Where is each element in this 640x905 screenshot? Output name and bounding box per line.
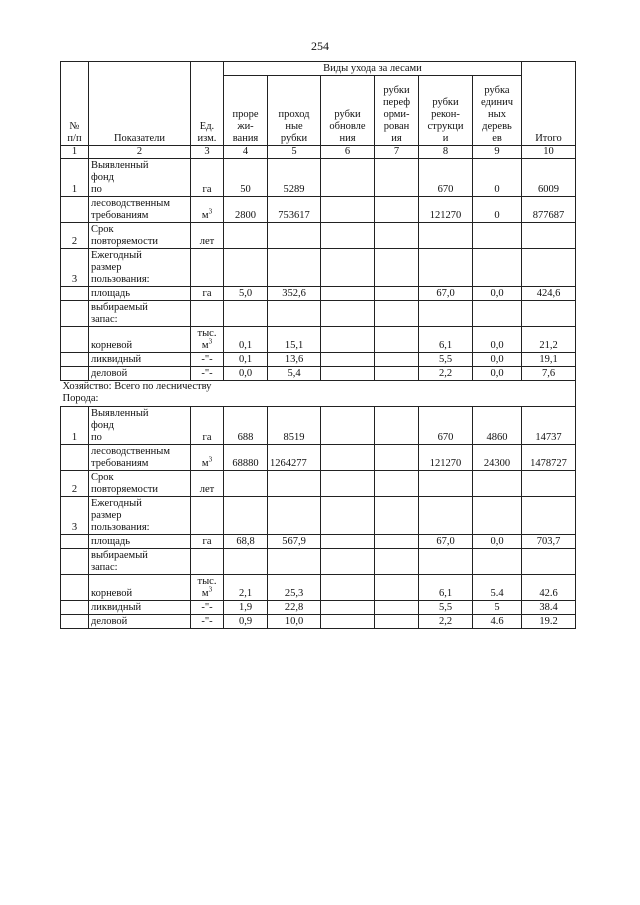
value-cell: 5.4: [473, 575, 522, 601]
table-row: [61, 535, 576, 549]
indicator-name: Срок повторяемости: [89, 223, 191, 249]
value-cell: [321, 471, 375, 497]
unit-text: -"-: [201, 354, 213, 365]
unit-cell: [191, 471, 224, 497]
total-cell: 877687: [522, 197, 576, 223]
value-cell: 8519: [268, 407, 321, 445]
indicator-name: площадь: [89, 287, 191, 301]
value-cell: [419, 223, 473, 249]
unit-cell: [191, 575, 224, 601]
header-unit: Ед. изм.: [191, 62, 224, 146]
value-cell: [268, 497, 321, 535]
value-cell: 0: [473, 197, 522, 223]
row-number: [61, 615, 89, 629]
indicator-name: Выявленный фонд по: [89, 159, 191, 197]
row-number: [61, 601, 89, 615]
table-row: [61, 601, 576, 615]
value-cell: [224, 249, 268, 287]
value-cell: [473, 223, 522, 249]
unit-cell: [191, 249, 224, 287]
value-cell: [375, 301, 419, 327]
value-cell: 2,2: [419, 367, 473, 381]
row-number: [61, 575, 89, 601]
unit-superscript: 3: [208, 337, 213, 346]
total-cell: 703,7: [522, 535, 576, 549]
value-cell: 25,3: [268, 575, 321, 601]
total-cell: [522, 497, 576, 535]
value-cell: [375, 327, 419, 353]
value-cell: 670: [419, 407, 473, 445]
value-cell: 0,0: [473, 535, 522, 549]
table-row: [61, 301, 576, 327]
indicator-name: деловой: [89, 615, 191, 629]
value-cell: [473, 497, 522, 535]
unit-cell: [191, 549, 224, 575]
indicator-name: деловой: [89, 367, 191, 381]
value-cell: [268, 549, 321, 575]
total-cell: 1478727: [522, 445, 576, 471]
value-cell: 68880: [224, 445, 268, 471]
value-cell: [375, 159, 419, 197]
header-total: Итого: [522, 62, 576, 146]
unit-cell: [191, 287, 224, 301]
indicator-name: Ежегодный размер пользования:: [89, 249, 191, 287]
value-cell: 24300: [473, 445, 522, 471]
value-cell: [473, 249, 522, 287]
unit-text: м: [201, 458, 209, 469]
indicator-name: Выявленный фонд по: [89, 407, 191, 445]
total-cell: 7,6: [522, 367, 576, 381]
column-number: 3: [191, 146, 224, 159]
value-cell: [321, 407, 375, 445]
unit-text: м: [201, 210, 209, 221]
value-cell: [375, 575, 419, 601]
row-number: 1: [61, 159, 89, 197]
unit-text: га: [202, 536, 212, 547]
value-cell: [375, 445, 419, 471]
total-cell: 424,6: [522, 287, 576, 301]
value-cell: [321, 549, 375, 575]
value-cell: [375, 549, 419, 575]
unit-cell: [191, 445, 224, 471]
row-number: 1: [61, 407, 89, 445]
value-cell: 50: [224, 159, 268, 197]
unit-cell: [191, 535, 224, 549]
value-cell: [375, 407, 419, 445]
unit-cell: [191, 159, 224, 197]
value-cell: 1264277: [268, 445, 321, 471]
total-cell: 19,1: [522, 353, 576, 367]
table-row: [61, 287, 576, 301]
section-title: Хозяйство: Всего по лесничеству Порода:: [61, 381, 576, 407]
value-cell: [321, 615, 375, 629]
value-cell: 0,0: [224, 367, 268, 381]
value-cell: [321, 367, 375, 381]
unit-cell: [191, 301, 224, 327]
total-cell: [522, 301, 576, 327]
unit-cell: [191, 353, 224, 367]
value-cell: [321, 223, 375, 249]
value-cell: [419, 497, 473, 535]
value-cell: [375, 287, 419, 301]
value-cell: [224, 223, 268, 249]
header-type-5: рубки рекон- струкци и: [419, 76, 473, 146]
table-row: [61, 197, 576, 223]
table-row: [61, 549, 576, 575]
unit-text: га: [202, 288, 212, 299]
unit-cell: [191, 197, 224, 223]
value-cell: [321, 575, 375, 601]
indicator-name: выбираемый запас:: [89, 301, 191, 327]
unit-text: -"-: [201, 368, 213, 379]
indicator-name: Срок повторяемости: [89, 471, 191, 497]
value-cell: [375, 353, 419, 367]
row-number: [61, 535, 89, 549]
total-cell: [522, 249, 576, 287]
value-cell: 4860: [473, 407, 522, 445]
value-cell: [224, 549, 268, 575]
header-type-2: проход ные рубки: [268, 76, 321, 146]
table-row: [61, 159, 576, 197]
value-cell: [224, 497, 268, 535]
value-cell: 5,0: [224, 287, 268, 301]
value-cell: [375, 197, 419, 223]
unit-cell: [191, 367, 224, 381]
indicator-name: лесоводственным требованиям: [89, 197, 191, 223]
unit-text: -"-: [201, 602, 213, 613]
value-cell: [321, 601, 375, 615]
table-row: [61, 497, 576, 535]
value-cell: 0,0: [473, 367, 522, 381]
row-number: 2: [61, 223, 89, 249]
header-indicators: Показатели: [89, 62, 191, 146]
value-cell: [419, 549, 473, 575]
unit-cell: [191, 223, 224, 249]
row-number: 3: [61, 497, 89, 535]
value-cell: [473, 301, 522, 327]
unit-superscript: 3: [208, 585, 213, 594]
value-cell: [321, 535, 375, 549]
value-cell: 1,9: [224, 601, 268, 615]
header-type-1: проре жи- вания: [224, 76, 268, 146]
value-cell: [321, 353, 375, 367]
value-cell: 0,0: [473, 287, 522, 301]
value-cell: 4.6: [473, 615, 522, 629]
column-number: 9: [473, 146, 522, 159]
unit-cell: [191, 327, 224, 353]
value-cell: 753617: [268, 197, 321, 223]
total-cell: 38.4: [522, 601, 576, 615]
row-number: 2: [61, 471, 89, 497]
table-row: [61, 445, 576, 471]
row-number: [61, 445, 89, 471]
value-cell: 67,0: [419, 535, 473, 549]
value-cell: [321, 159, 375, 197]
table-row: [61, 615, 576, 629]
table-row: [61, 575, 576, 601]
table-row: [61, 367, 576, 381]
unit-cell: [191, 407, 224, 445]
indicator-name: корневой: [89, 575, 191, 601]
header-num: № п/п: [61, 62, 89, 146]
value-cell: 121270: [419, 445, 473, 471]
value-cell: [321, 445, 375, 471]
row-number: [61, 301, 89, 327]
table-row: [61, 407, 576, 445]
header-type-4: рубки переф орми- рован ия: [375, 76, 419, 146]
value-cell: [419, 301, 473, 327]
value-cell: 352,6: [268, 287, 321, 301]
header-type-6: рубка единич ных деревь ев: [473, 76, 522, 146]
indicator-name: Ежегодный размер пользования:: [89, 497, 191, 535]
value-cell: [375, 535, 419, 549]
value-cell: [321, 497, 375, 535]
unit-superscript: 3: [208, 455, 213, 464]
indicator-name: корневой: [89, 327, 191, 353]
unit-text: га: [202, 184, 212, 195]
value-cell: 5,4: [268, 367, 321, 381]
value-cell: 68,8: [224, 535, 268, 549]
column-number: 10: [522, 146, 576, 159]
value-cell: 688: [224, 407, 268, 445]
indicator-name: площадь: [89, 535, 191, 549]
value-cell: 5: [473, 601, 522, 615]
indicator-name: выбираемый запас:: [89, 549, 191, 575]
value-cell: 5289: [268, 159, 321, 197]
value-cell: 22,8: [268, 601, 321, 615]
value-cell: 10,0: [268, 615, 321, 629]
column-number: 4: [224, 146, 268, 159]
value-cell: [375, 249, 419, 287]
total-cell: [522, 471, 576, 497]
value-cell: [321, 197, 375, 223]
table-row: [61, 471, 576, 497]
value-cell: [224, 471, 268, 497]
unit-text: га: [202, 432, 212, 443]
value-cell: 5,5: [419, 353, 473, 367]
header-care-types-group: Виды ухода за лесами: [224, 62, 522, 76]
value-cell: 2,2: [419, 615, 473, 629]
indicator-name: лесоводственным требованиям: [89, 445, 191, 471]
unit-text: тыс. м: [197, 576, 217, 599]
unit-text: -"-: [201, 616, 213, 627]
table-row: [61, 327, 576, 353]
value-cell: 0,9: [224, 615, 268, 629]
value-cell: 13,6: [268, 353, 321, 367]
unit-text: лет: [199, 484, 215, 495]
unit-text: лет: [199, 236, 215, 247]
indicator-name: ликвидный: [89, 601, 191, 615]
total-cell: 14737: [522, 407, 576, 445]
total-cell: [522, 223, 576, 249]
value-cell: [419, 249, 473, 287]
value-cell: [268, 223, 321, 249]
value-cell: 2,1: [224, 575, 268, 601]
value-cell: [268, 249, 321, 287]
value-cell: 0,0: [473, 353, 522, 367]
column-number: 8: [419, 146, 473, 159]
row-number: [61, 287, 89, 301]
total-cell: 19.2: [522, 615, 576, 629]
row-number: [61, 327, 89, 353]
row-number: [61, 367, 89, 381]
value-cell: 6,1: [419, 327, 473, 353]
value-cell: 567,9: [268, 535, 321, 549]
value-cell: 67,0: [419, 287, 473, 301]
value-cell: [321, 249, 375, 287]
unit-cell: [191, 615, 224, 629]
unit-cell: [191, 497, 224, 535]
value-cell: [268, 471, 321, 497]
table-row: [61, 249, 576, 287]
value-cell: [375, 601, 419, 615]
value-cell: [224, 301, 268, 327]
row-number: 3: [61, 249, 89, 287]
row-number: [61, 549, 89, 575]
forest-care-table: [60, 61, 576, 629]
value-cell: 670: [419, 159, 473, 197]
value-cell: 5,5: [419, 601, 473, 615]
value-cell: [419, 471, 473, 497]
value-cell: 0,0: [473, 327, 522, 353]
row-number: [61, 197, 89, 223]
unit-cell: [191, 601, 224, 615]
value-cell: 0,1: [224, 327, 268, 353]
value-cell: [473, 549, 522, 575]
total-cell: 6009: [522, 159, 576, 197]
value-cell: 15,1: [268, 327, 321, 353]
row-number: [61, 353, 89, 367]
value-cell: [473, 471, 522, 497]
unit-superscript: 3: [208, 207, 213, 216]
value-cell: 6,1: [419, 575, 473, 601]
total-cell: 42.6: [522, 575, 576, 601]
total-cell: 21,2: [522, 327, 576, 353]
value-cell: [375, 497, 419, 535]
value-cell: 121270: [419, 197, 473, 223]
table-row: [61, 353, 576, 367]
value-cell: [375, 471, 419, 497]
value-cell: 0,1: [224, 353, 268, 367]
value-cell: [375, 223, 419, 249]
page-number: 254: [311, 39, 329, 53]
value-cell: [321, 287, 375, 301]
value-cell: [375, 367, 419, 381]
column-number: 5: [268, 146, 321, 159]
table-row: [61, 223, 576, 249]
value-cell: 2800: [224, 197, 268, 223]
value-cell: [268, 301, 321, 327]
value-cell: [321, 301, 375, 327]
column-number: 1: [61, 146, 89, 159]
indicator-name: ликвидный: [89, 353, 191, 367]
column-number: 7: [375, 146, 419, 159]
column-number: 6: [321, 146, 375, 159]
header-type-3: рубки обновле ния: [321, 76, 375, 146]
value-cell: [321, 327, 375, 353]
value-cell: 0: [473, 159, 522, 197]
value-cell: [375, 615, 419, 629]
unit-text: тыс. м: [197, 328, 217, 351]
total-cell: [522, 549, 576, 575]
column-number: 2: [89, 146, 191, 159]
